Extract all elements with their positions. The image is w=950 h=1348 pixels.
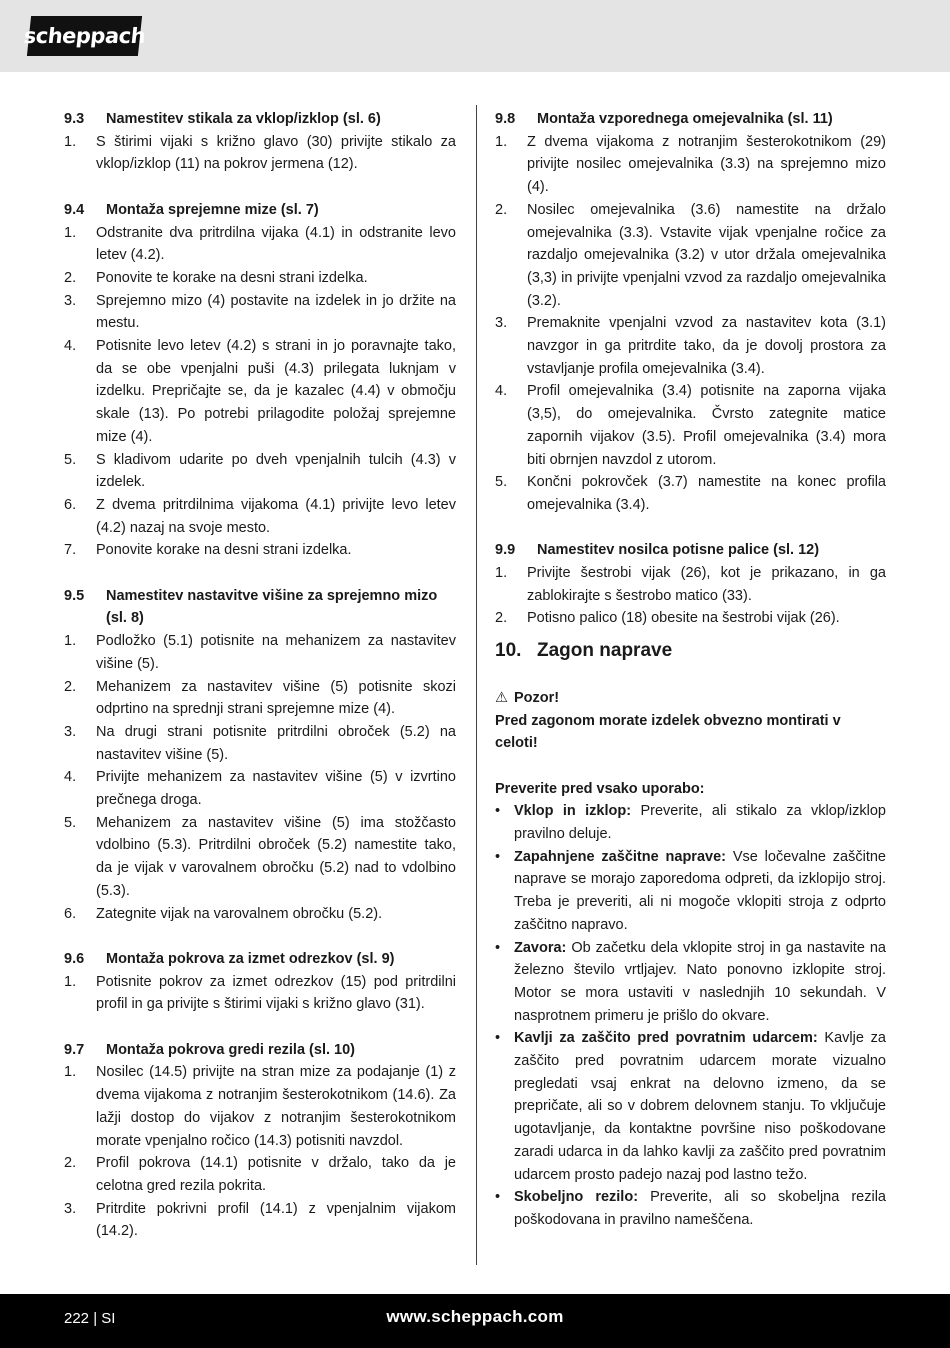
bullet-item: • Zapahnjene zaščitne naprave: Vse ločevalne zaščitne naprave se morajo zaporedoma odpreti, da izklopijo stroj. Treba je preveriti, ali ni mogoče vklopiti stroja z odprto zaščitno napravo. [495, 846, 886, 937]
bullet-icon: • [495, 848, 501, 865]
section-number: 10. [495, 640, 522, 662]
bullet-icon: • [495, 1030, 501, 1047]
list-item: 6. Z dvema pritrdilnima vijakoma (4.1) privijte levo letev (4.2) nazaj na svoje mesto. [64, 496, 456, 536]
bullet-item: • Skobeljno rezilo: Preverite, ali so skobeljna rezila poškodovana in pravilno nameščena. [495, 1186, 886, 1231]
section-number: 9.5 [64, 587, 85, 604]
bullet-item: • Kavlji za zaščito pred povratnim udarcem: Kavlje za zaščito pred povratnim udarcem morate vizualno pregledati vsaj enkrat na delovno izmeno, da se prepričate, ali so v dobrem delovnem stanju. To vključuje ugotavljanje, da kontaktne površine niso poškodovane zaradi udarca in da lahko kavlji za zaščito pred povratnim udarcem prosto padejo nazaj pod lastno težo. [495, 1027, 886, 1186]
section-number: 9.8 [495, 111, 516, 127]
list-item: 2. Mehanizem za nastavitev višine (5) potisnite skozi odprtino na sprednji strani sprejemne mize (4). [64, 678, 456, 718]
section-title: Zagon naprave [537, 640, 673, 662]
check-title: Preverite pred vsako uporabo: [495, 780, 705, 797]
list-item: 1. Potisnite pokrov za izmet odrezkov (15) pod pritrdilni profil in ga privijte s štirimi vijaki s križno glavo (31). [64, 973, 456, 1013]
list-item: 1. Privijte šestrobi vijak (26), kot je prikazano, in ga zablokirajte s šestrobo matico (33). [495, 565, 886, 604]
section-title: Montaža vzporednega omejevalnika (sl. 11) [537, 111, 833, 127]
section-heading-9-9 [495, 539, 886, 562]
bullet-item: • Zavora: Ob začetku dela vklopite stroj in ga nastavite na železno število vrtljajev. Nato ponovno izklopite stroj. Motor se mora ustaviti v naslednjih 10 sekundah. V nasprotnem primeru je prišlo do okvare. [495, 937, 886, 1028]
section-heading-9-6 [64, 948, 456, 971]
scheppach-logo: scheppach [27, 16, 142, 56]
section-title: Montaža pokrova za izmet odrezkov (sl. 9) [106, 950, 395, 967]
section-heading-9-5 [64, 585, 456, 630]
section-heading-9-3 [64, 108, 456, 131]
list-item: 1. Z dvema vijakoma z notranjim šesterokotnikom (29) privijte nosilec omejevalnika (3.3) na sprejemno mizo (4). [495, 133, 886, 196]
page-header [0, 0, 950, 72]
list-item: 3. Pritrdite pokrivni profil (14.1) z vpenjalnim vijakom (14.2). [64, 1200, 456, 1240]
list-item: 4. Potisnite levo letev (4.2) s strani in jo poravnajte tako, da se obe vpenjalni puši (4.3) prilegata luknjam v izdelku. Prepričajte se, da je kazalec (4.4) v območju skale (13). Po potrebi prilagodite položaj sprejemne mize (4). [64, 338, 456, 445]
column-divider [476, 105, 477, 1265]
warning-label: ⚠ Pozor! [495, 687, 886, 710]
section-heading-9-8 [495, 108, 886, 131]
left-column [64, 108, 456, 1243]
section-title: Namestitev nosilca potisne palice (sl. 12) [537, 542, 820, 559]
list-item: 5. Mehanizem za nastavitev višine (5) ima stožčasto vdolbino (5.3). Pritrdilni obroček (5.2) namestite tako, da je vijak v varovalnem obročku (5.2) nad to vdolbino (5.3). [64, 814, 456, 899]
section-number: 9.9 [495, 542, 516, 559]
section-number: 9.4 [64, 201, 85, 218]
list-item: 1. Podložko (5.1) potisnite na mehanizem za nastavitev višine (5). [64, 633, 456, 672]
page-number: 222 | SI [64, 1310, 116, 1327]
list-item: 4. Profil omejevalnika (3.4) potisnite na zaporna vijaka (3,5), do omejevalnika. Čvrsto zategnite matice zapornih vijakov (3.5). Profil omejevalnika (3.4) mora biti obrnjen navzdol z utorom. [495, 383, 886, 468]
list-item: 2. Ponovite te korake na desni strani izdelka. [64, 269, 368, 286]
right-column [495, 108, 886, 1232]
list-item: 4. Privijte mehanizem za nastavitev višine (5) v izvrtino prečnega droga. [64, 769, 456, 809]
page-footer [0, 1294, 950, 1348]
bullet-icon: • [495, 939, 501, 956]
list-item: 3. Premaknite vpenjalni vzvod za nastavitev kota (3.1) navzgor in ga pritrdite tako, da je dovolj prostora za vstavljanje profila omejevalnika (3.4). [495, 315, 886, 377]
section-title: Montaža sprejemne mize (sl. 7) [106, 201, 319, 218]
list-item: 1. Nosilec (14.5) privijte na stran mize za podajanje (1) z dvema vijakoma z notranjim šesterokotnikom (14.6). Za lažji dostop do vijakov z notranjim šesterokotnikom morate vpenjalno ročico (14.3) potisniti navzdol. [64, 1064, 456, 1149]
section-title: Montaža pokrova gredi rezila (sl. 10) [106, 1041, 355, 1058]
list-item: 2. Profil pokrova (14.1) potisnite v držalo, tako da je celotna gred rezila pokrita. [64, 1155, 456, 1194]
list-item: 3. Sprejemno mizo (4) postavite na izdelek in jo držite na mestu. [64, 292, 456, 332]
warning-text: Pred zagonom morate izdelek obvezno montirati v celoti! [495, 712, 841, 752]
section-number: 9.7 [64, 1041, 85, 1058]
list-item: 5. Končni pokrovček (3.7) namestite na konec profila omejevalnika (3.4). [495, 474, 886, 513]
list-item: 1. Odstranite dva pritrdilna vijaka (4.1) in odstranite levo letev (4.2). [64, 224, 456, 264]
warning-icon: ⚠ [495, 689, 508, 706]
list-item: 5. S kladivom udarite po dveh vpenjalnih tulcih (4.3) v izdelek. [64, 451, 456, 491]
list-item: 2. Potisno palico (18) obesite na šestrobi vijak (26). [495, 610, 840, 627]
bullet-icon: • [495, 803, 501, 820]
section-heading-9-7 [64, 1039, 456, 1062]
website-link[interactable]: www.scheppach.com [386, 1307, 564, 1326]
section-heading-9-4 [64, 199, 456, 222]
section-title: Namestitev stikala za vklop/izklop (sl. 6) [106, 111, 381, 127]
list-item: 7. Ponovite korake na desni strani izdelka. [64, 542, 352, 559]
list-item: 6. Zategnite vijak na varovalnem obročku (5.2). [64, 905, 383, 922]
section-number: 9.6 [64, 950, 85, 967]
bullet-icon: • [495, 1189, 501, 1206]
section-heading-10 [495, 638, 886, 664]
list-item: 2. Nosilec omejevalnika (3.6) namestite na držalo omejevalnika (3.3). Vstavite vijak vpenjalne ročice za razdaljo omejevalnika (3.2) v utor držala omejevalnika (3,3) in privijte vpenjalni vzvod za razdaljo omejevalnika (3.2). [495, 201, 886, 309]
bullet-item: • Vklop in izklop: Preverite, ali stikalo za vklop/izklop pravilno deluje. [495, 800, 886, 845]
list-item: 1. S štirimi vijaki s križno glavo (30) privijte stikalo za vklop/izklop (11) na pokrov jermena (12). [64, 133, 456, 173]
list-item: 3. Na drugi strani potisnite pritrdilni obroček (5.2) na nastavitev višine (5). [64, 723, 456, 763]
section-number: 9.3 [64, 111, 85, 127]
section-title: Namestitev nastavitve višine za sprejemno mizo (sl. 8) [106, 587, 438, 627]
